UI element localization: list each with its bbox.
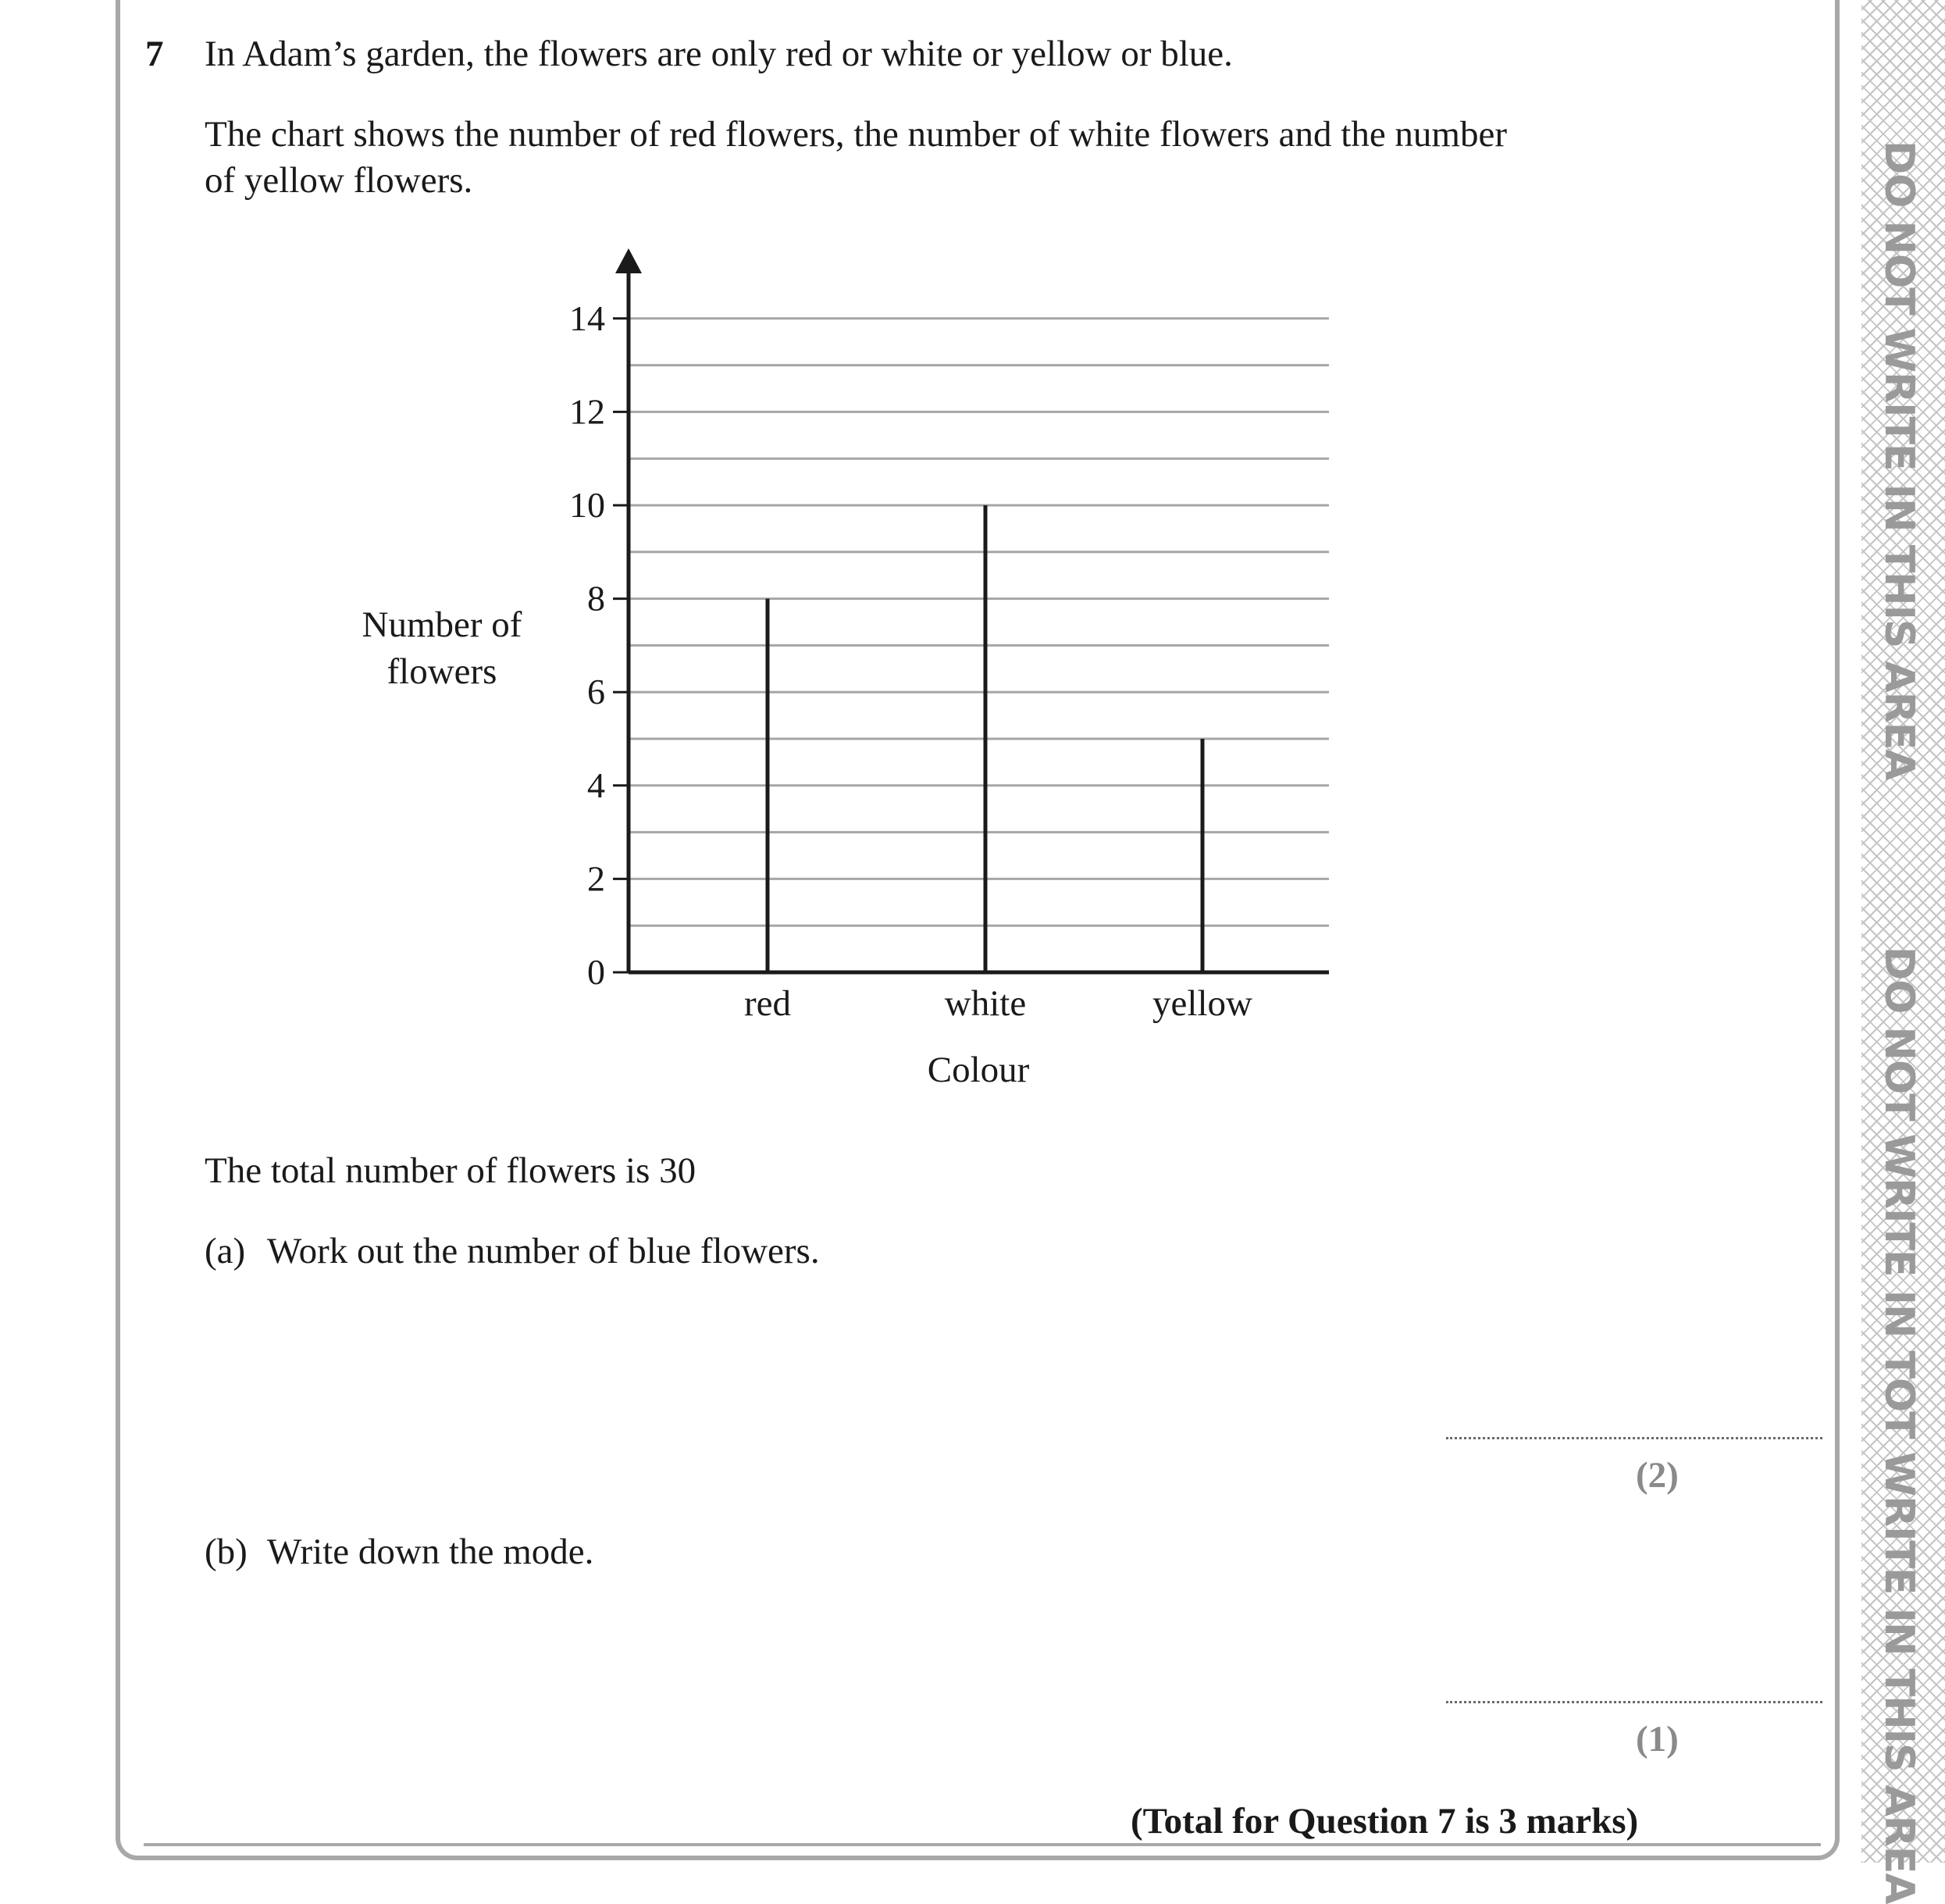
x-tick-label-red: red — [743, 983, 792, 1024]
y-tick-label: 14 — [569, 298, 605, 338]
part-a-label: (a) — [205, 1231, 246, 1271]
y-tick-label: 10 — [569, 485, 605, 525]
part-b-marks: (1) — [1636, 1719, 1679, 1760]
x-tick-label-white: white — [944, 983, 1027, 1024]
part-a-answer-line[interactable] — [1446, 1437, 1822, 1439]
part-b-text: Write down the mode. — [267, 1531, 594, 1572]
part-a-text: Work out the number of blue flowers. — [267, 1231, 820, 1271]
chart-description-line2: of yellow flowers. — [205, 160, 473, 201]
chart-description-line1: The chart shows the number of red flowers, the number of white flowers and the number — [205, 114, 1507, 155]
question-end-rule — [144, 1843, 1821, 1846]
part-b-label: (b) — [205, 1531, 248, 1572]
y-tick-label: 0 — [587, 952, 605, 992]
margin-warning-top: DO NOT WRITE IN THIS AREA — [1876, 141, 1922, 780]
y-tick-label: 4 — [587, 765, 605, 805]
margin-warning-bottom: DO NOT WRITE IN TOT WRITE IN THIS AREA — [1876, 947, 1922, 1904]
y-axis-label-line2: flowers — [387, 651, 497, 692]
y-tick-label: 6 — [587, 672, 605, 712]
y-tick-label: 2 — [587, 858, 605, 899]
question-number: 7 — [145, 34, 164, 74]
y-tick-label: 8 — [587, 578, 605, 619]
y-axis-label-line1: Number of — [362, 604, 522, 645]
question-intro: In Adam’s garden, the flowers are only red or white or yellow or blue. — [205, 34, 1233, 74]
part-b-answer-line[interactable] — [1446, 1701, 1822, 1703]
x-axis-label: Colour — [927, 1050, 1030, 1090]
y-tick-label: 12 — [569, 391, 605, 432]
part-a-marks: (2) — [1636, 1455, 1679, 1496]
total-flowers-statement: The total number of flowers is 30 — [205, 1150, 696, 1191]
x-tick-label-yellow: yellow — [1152, 983, 1252, 1024]
y-axis-arrow — [615, 248, 642, 273]
total-marks: (Total for Question 7 is 3 marks) — [1131, 1801, 1639, 1842]
